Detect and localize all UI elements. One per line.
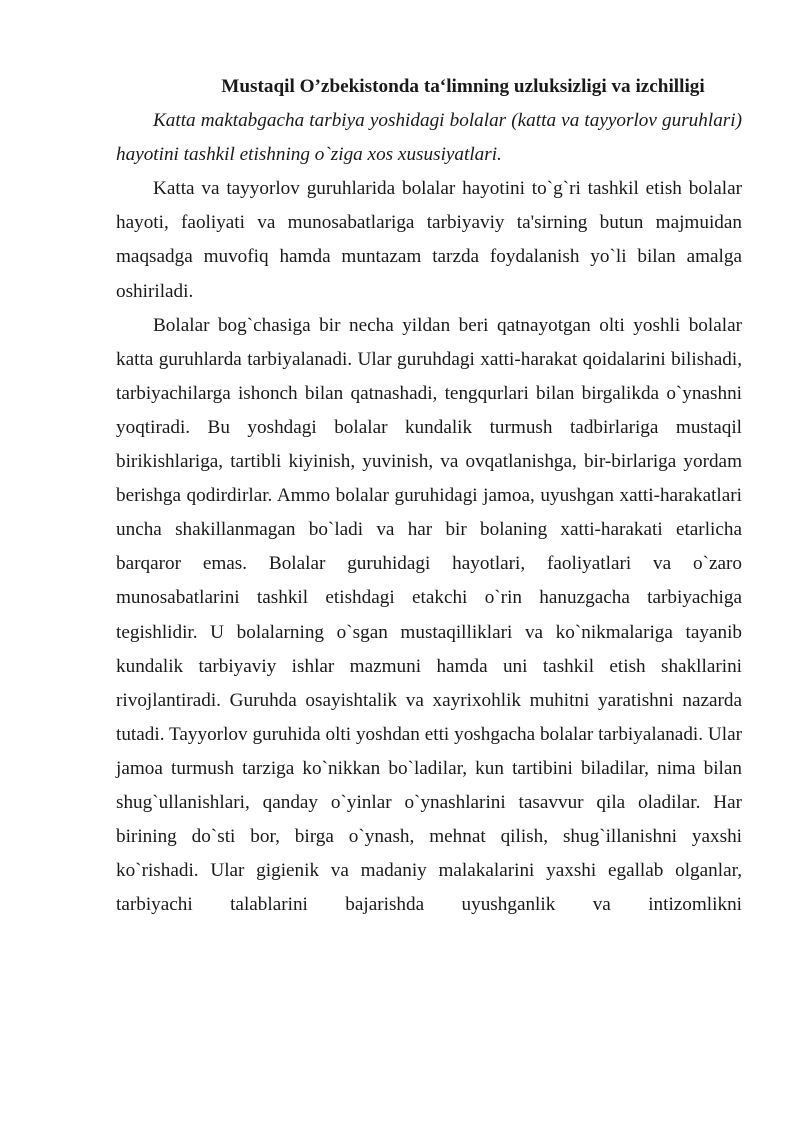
document-title: Mustaqil O’zbekistonda ta‘limning uzluksizligi va izchilligi: [221, 76, 705, 97]
paragraph-2: Bolalar bog`chasiga bir necha yildan beri qatnayotgan olti yoshli bolalar katta guruhlarda tarbiyalanadi. Ular guruhdagi xatti-harakat qoidalarini bilishadi, tarbiyachilarga ishonch bilan qatnashadi, tengqurlari bilan birgalikda o`ynashni yoqtiradi. Bu yoshdagi bolalar kundalik turmush tadbirlariga mustaqil birikishlariga, tartibli kiyinish, yuvinish, va ovqatlanishga, bir-birlariga yordam berishga qodirdirlar. Ammo bolalar guruhidagi jamoa, uyushgan xatti-harakatlari uncha shakillanmagan bo`ladi va har bir bolaning xatti-harakati etarlicha barqaror emas. Bolalar guruhidagi hayotlari, faoliyatlari va o`zaro munosabatlarini tashkil etishdagi etakchi o`rin hanuzgacha tarbiyachiga tegishlidir. U bolalarning o`sgan mustaqilliklari va ko`nikmalariga tayanib kundalik tarbiyaviy ishlar mazmuni hamda uni tashkil etish shakllarini rivojlantiradi. Guruhda osayishtalik va xayrixohlik muhitni yaratishni nazarda tutadi. Tayyorlov guruhida olti yoshdan etti yoshgacha bolalar tarbiyalanadi. Ular jamoa turmush tarziga ko`nikkan bo`ladilar, kun tartibini biladilar, nima bilan shug`ullanishlari, qanday o`yinlar o`ynashlarini tasavvur qila oladilar. Har birining do`sti bor, birga o`ynash, mehnat qilish, shug`illanishni yaxshi ko`rishadi. Ular gigienik va madaniy malakalarini yaxshi egallab olganlar, tarbiyachi talablarini bajarishda uyushganlik va intizomlikni: [116, 314, 742, 916]
paragraph-1: Katta va tayyorlov guruhlarida bolalar hayotini to`g`ri tashkil etish bolalar hayoti, faoliyati va munosabatlariga tarbiyaviy ta'sirning butun majmuidan maqsadga muvofiq hamda muntazam tarzda foydalanish yo`li bilan amalga oshiriladi.: [116, 178, 742, 302]
document-subtitle: Katta maktabgacha tarbiya yoshidagi bolalar (katta va tayyorlov guruhlari) hayotini tashkil etishning o`ziga xos xususiyatlari.: [116, 110, 742, 166]
document-body: [116, 70, 742, 922]
